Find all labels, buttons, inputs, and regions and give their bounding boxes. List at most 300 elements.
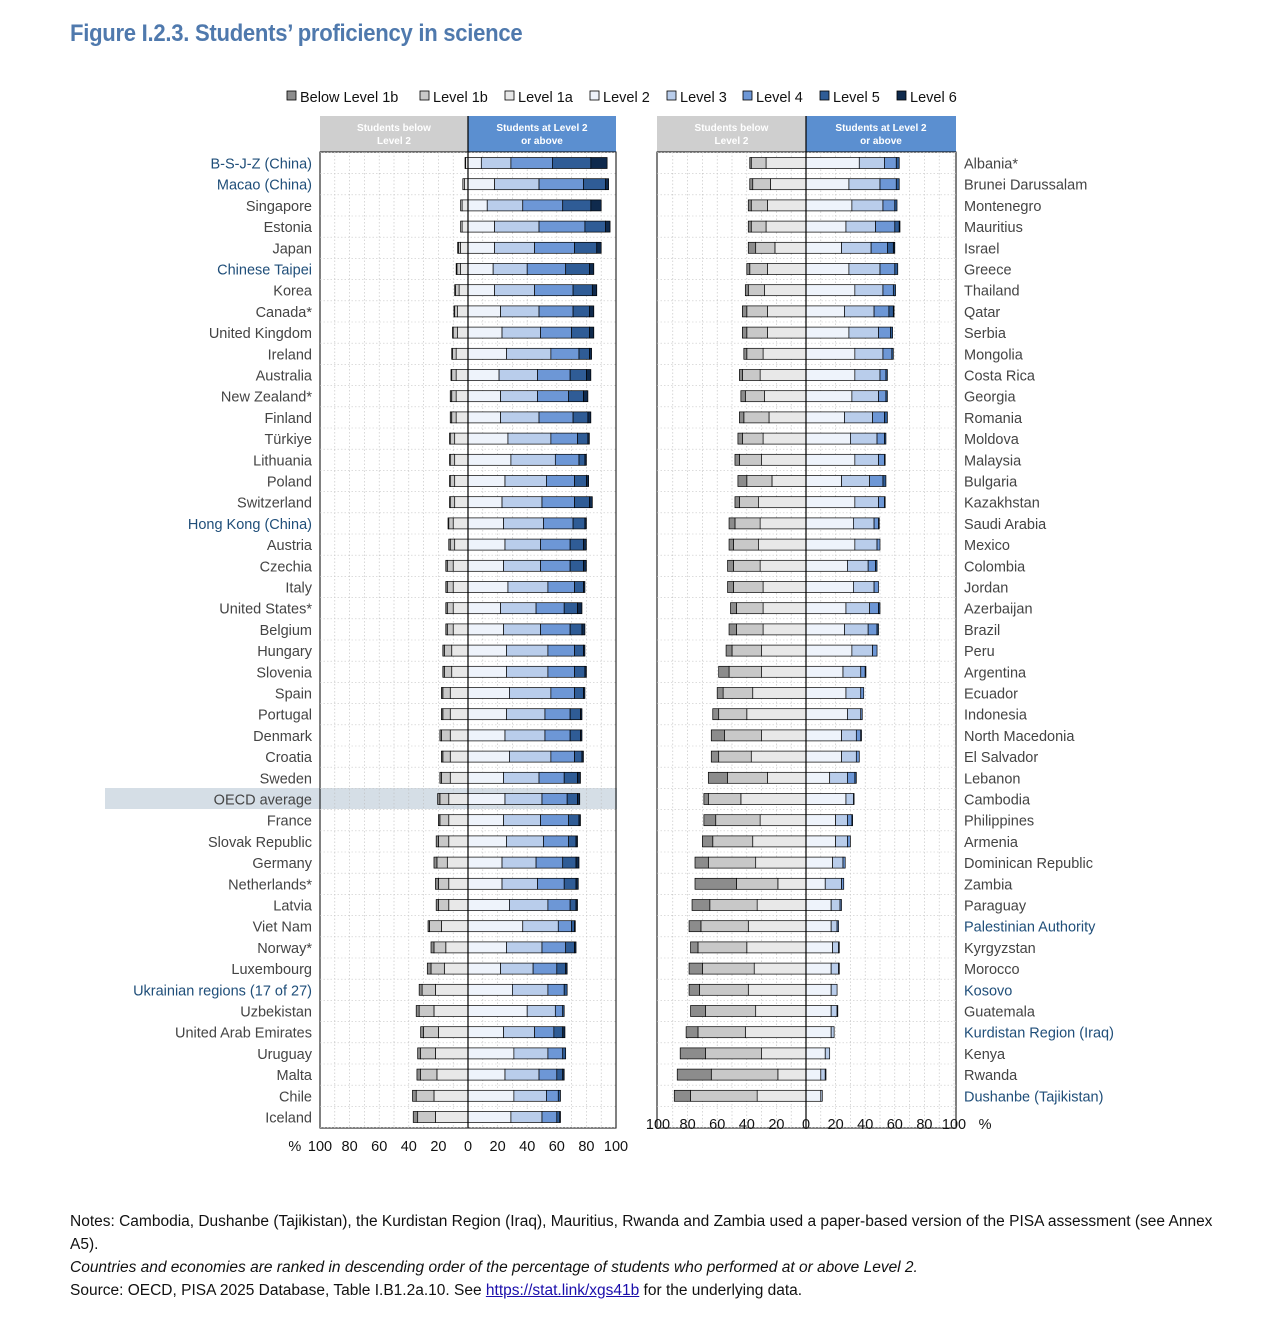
bar-palestinian-authority-level-4: [837, 921, 838, 932]
bar-portugal-level-6: [580, 709, 581, 720]
bar-dominican-republic-level-4: [843, 857, 845, 868]
bar-lithuania-level-6: [585, 454, 586, 465]
bar-kyrgyzstan-level-4: [839, 942, 840, 953]
bar-romania-below-level-1b: [739, 412, 743, 423]
bar-hungary-level-3: [506, 645, 547, 656]
bar-dushanbe-tajikistan-level-1a: [757, 1090, 806, 1101]
bar-mauritius-level-1a: [766, 221, 806, 232]
bar-romania-level-1a: [769, 412, 806, 423]
bar-germany-level-4: [536, 857, 563, 868]
bar-morocco-level-4: [839, 963, 840, 974]
bar-ecuador-level-2: [806, 688, 846, 699]
bar-uzbekistan-level-2: [468, 1006, 527, 1017]
bar-philippines-level-4: [847, 815, 851, 826]
header-below-text-1: Students below: [694, 123, 769, 134]
bar-chile-level-1a: [434, 1090, 468, 1101]
bar-slovak-republic-level-1b: [438, 836, 448, 847]
row-label-saudi-arabia: Saudi Arabia: [964, 516, 1047, 533]
bar-slovenia-level-1b: [444, 666, 451, 677]
bar-slovenia-level-5: [575, 666, 585, 677]
bar-uzbekistan-level-3: [527, 1006, 555, 1017]
bar-czechia-level-6: [583, 560, 586, 571]
row-label-qatar: Qatar: [964, 304, 1001, 321]
bar-lithuania-level-2: [468, 454, 511, 465]
bar-oecd-average-level-1a: [449, 794, 468, 805]
bar-palestinian-authority-level-2: [806, 921, 831, 932]
bar-dushanbe-tajikistan-level-1b: [691, 1090, 758, 1101]
bar-north-macedonia-level-3: [842, 730, 857, 741]
bar-greece-level-5: [895, 264, 898, 275]
bar-united-kingdom-below-level-1b: [452, 327, 453, 338]
bar-philippines-level-2: [806, 815, 836, 826]
bar-mexico-below-level-1b: [729, 539, 733, 550]
bar-ireland-level-6: [589, 348, 591, 359]
bar-croatia-level-3: [509, 751, 550, 762]
bar-austria-level-1b: [450, 539, 454, 550]
bar-italy-level-1a: [453, 582, 468, 593]
axis-tick-label: 60: [371, 1139, 388, 1155]
bar-slovak-republic-level-6: [576, 836, 577, 847]
bar-uzbekistan-level-1b: [419, 1006, 434, 1017]
row-label-korea: Korea: [273, 283, 312, 300]
bar-chinese-taipei-level-1a: [461, 264, 468, 275]
row-label-bulgaria: Bulgaria: [964, 474, 1018, 491]
bar-romania-level-1b: [744, 412, 769, 423]
bar-armenia-level-1b: [713, 836, 753, 847]
bar-korea-level-3: [495, 285, 535, 296]
bar-argentina-level-4: [861, 666, 865, 677]
bar-singapore-level-2: [468, 200, 487, 211]
bar-new-zealand-level-5: [569, 391, 584, 402]
bar-chinese-taipei-below-level-1b: [456, 264, 457, 275]
bar-denmark-level-1a: [450, 730, 468, 741]
bar-moldova-below-level-1b: [738, 433, 742, 444]
bar-peru-level-3: [852, 645, 873, 656]
legend-label-level-6: Level 6: [910, 90, 957, 106]
bar-greece-level-4: [880, 264, 895, 275]
bar-brunei-darussalam-below-level-1b: [750, 179, 753, 190]
bar-austria-level-6: [583, 539, 586, 550]
bar-uruguay-level-1a: [435, 1048, 468, 1059]
bar-uzbekistan-level-1a: [434, 1006, 468, 1017]
row-label-slovenia: Slovenia: [256, 665, 312, 682]
row-label-dominican-republic: Dominican Republic: [964, 856, 1093, 873]
bar-portugal-level-2: [468, 709, 506, 720]
row-label-mongolia: Mongolia: [964, 347, 1023, 364]
bar-mongolia-level-3: [855, 348, 883, 359]
row-label-sweden: Sweden: [259, 771, 312, 788]
legend-label-level-4: Level 4: [756, 90, 803, 106]
bar-israel-level-4: [871, 242, 887, 253]
bar-palestinian-authority-level-1a: [748, 921, 806, 932]
bar-thailand-level-1b: [748, 285, 764, 296]
bar-azerbaijan-level-1a: [763, 603, 806, 614]
bar-uzbekistan-level-5: [563, 1006, 564, 1017]
bar-canada-level-3: [501, 306, 539, 317]
bar-mexico-level-4: [877, 539, 880, 550]
bar-rwanda-level-1a: [778, 1069, 806, 1080]
bar-united-arab-emirates-level-4: [535, 1027, 554, 1038]
bar-chinese-taipei-level-4: [527, 264, 565, 275]
bar-sweden-level-6: [578, 772, 581, 783]
bar-morocco-level-1b: [702, 963, 754, 974]
bar-colombia-level-5: [876, 560, 877, 571]
bar-philippines-level-5: [852, 815, 853, 826]
bar-rwanda-level-2: [806, 1069, 821, 1080]
bar-france-level-1a: [449, 815, 468, 826]
bar-kazakhstan-below-level-1b: [735, 497, 739, 508]
bar-b-s-j-z-china-level-6: [591, 158, 607, 169]
bar-oecd-average-below-level-1b: [438, 794, 440, 805]
bar-italy-below-level-1b: [446, 582, 447, 593]
bar-brunei-darussalam-level-4: [880, 179, 896, 190]
bar-kyrgyzstan-level-2: [806, 942, 833, 953]
bar-mauritius-level-3: [846, 221, 876, 232]
bar-luxembourg-level-1a: [444, 963, 468, 974]
bar-kyrgyzstan-level-1a: [747, 942, 806, 953]
bar-chinese-taipei-level-1b: [457, 264, 461, 275]
bar-serbia-level-3: [849, 327, 879, 338]
row-label-uruguay: Uruguay: [257, 1046, 312, 1063]
bar-guatemala-level-1b: [705, 1006, 755, 1017]
row-label-israel: Israel: [964, 241, 1000, 258]
bar-indonesia-below-level-1b: [713, 709, 719, 720]
bar-montenegro-level-5: [895, 200, 897, 211]
bar-japan-level-6: [597, 242, 601, 253]
bar-malta-level-4: [539, 1069, 557, 1080]
header-above-text-1: Students at Level 2: [835, 123, 927, 134]
bar-chinese-taipei-level-2: [468, 264, 493, 275]
axis-tick-label: 80: [341, 1139, 358, 1155]
bar-united-arab-emirates-level-1a: [438, 1027, 468, 1038]
bar-viet-nam-level-6: [575, 921, 576, 932]
bar-romania-level-3: [844, 412, 872, 423]
bar-singapore-level-4: [523, 200, 563, 211]
row-label-brazil: Brazil: [964, 622, 1001, 639]
bar-ecuador-level-3: [846, 688, 861, 699]
row-label-uzbekistan: Uzbekistan: [240, 1004, 312, 1021]
bar-canada-below-level-1b: [454, 306, 455, 317]
row-label-japan: Japan: [272, 241, 312, 258]
bar-peru-below-level-1b: [726, 645, 732, 656]
row-label-greece: Greece: [964, 262, 1012, 279]
bar-korea-level-1a: [459, 285, 468, 296]
bar-belgium-level-5: [570, 624, 582, 635]
legend-label-level-1a: Level 1a: [518, 90, 573, 106]
bar-finland-below-level-1b: [450, 412, 451, 423]
bar-singapore-level-6: [591, 200, 601, 211]
row-label-ireland: Ireland: [267, 347, 312, 364]
bar-new-zealand-level-1a: [456, 391, 468, 402]
row-label-mexico: Mexico: [964, 538, 1010, 555]
bar-north-macedonia-level-4: [856, 730, 860, 741]
bar-zambia-level-3: [825, 878, 841, 889]
bar-oecd-average-level-5: [567, 794, 577, 805]
bar-australia-level-4: [538, 370, 571, 381]
bar-armenia-below-level-1b: [702, 836, 712, 847]
bar-serbia-level-2: [806, 327, 849, 338]
bar-qatar-level-6: [893, 306, 894, 317]
bar-morocco-level-3: [831, 963, 838, 974]
bar-portugal-level-4: [545, 709, 570, 720]
bar-georgia-below-level-1b: [741, 391, 745, 402]
legend-swatch-level-1b: [420, 91, 429, 100]
bar-slovenia-level-1a: [452, 666, 468, 677]
bar-netherlands-level-5: [564, 878, 576, 889]
bar-sweden-level-5: [564, 772, 577, 783]
axis-tick-label: 20: [489, 1139, 506, 1155]
row-label-dushanbe-tajikistan: Dushanbe (Tajikistan): [964, 1089, 1104, 1106]
bar-poland-level-1a: [455, 476, 468, 487]
bar-sweden-level-1a: [450, 772, 468, 783]
bar-iceland-level-3: [511, 1112, 542, 1123]
bar-paraguay-level-3: [831, 900, 840, 911]
bar-colombia-level-1a: [760, 560, 806, 571]
row-label-argentina: Argentina: [964, 665, 1027, 682]
bar-germany-below-level-1b: [434, 857, 437, 868]
bar-viet-nam-level-4: [558, 921, 571, 932]
axis-tick-label: 80: [578, 1139, 595, 1155]
bar-hungary-level-1b: [444, 645, 451, 656]
bar-norway-level-4: [542, 942, 566, 953]
row-label-serbia: Serbia: [964, 326, 1006, 343]
bar-kenya-below-level-1b: [680, 1048, 705, 1059]
bar-montenegro-below-level-1b: [748, 200, 751, 211]
bar-romania-level-2: [806, 412, 844, 423]
bar-hong-kong-china-level-1a: [453, 518, 468, 529]
bar-kenya-level-1b: [705, 1048, 761, 1059]
bar-macao-china-level-6: [606, 179, 609, 190]
bar-malta-level-2: [468, 1069, 505, 1080]
bar-t-rkiye-level-3: [508, 433, 551, 444]
bar-mauritius-below-level-1b: [748, 221, 751, 232]
bar-costa-rica-level-4: [880, 370, 886, 381]
bar-hong-kong-china-below-level-1b: [448, 518, 449, 529]
bar-sweden-level-1b: [441, 772, 450, 783]
row-label-portugal: Portugal: [257, 707, 312, 724]
bar-t-rkiye-level-1a: [455, 433, 468, 444]
bar-peru-level-2: [806, 645, 852, 656]
bar-norway-level-3: [506, 942, 542, 953]
bar-spain-level-1a: [450, 688, 468, 699]
bar-new-zealand-level-6: [583, 391, 587, 402]
bar-qatar-level-1a: [768, 306, 806, 317]
bar-paraguay-level-4: [840, 900, 841, 911]
row-label-jordan: Jordan: [964, 580, 1009, 597]
bar-qatar-below-level-1b: [742, 306, 746, 317]
axis-tick-label: 80: [916, 1117, 933, 1133]
bar-canada-level-5: [573, 306, 589, 317]
row-label-germany: Germany: [252, 856, 312, 873]
row-label-denmark: Denmark: [253, 728, 312, 745]
bar-hungary-below-level-1b: [443, 645, 444, 656]
row-label-paraguay: Paraguay: [964, 898, 1027, 915]
bar-latvia-below-level-1b: [436, 900, 438, 911]
bar-slovak-republic-level-5: [569, 836, 576, 847]
bar-japan-level-4: [535, 242, 575, 253]
bar-united-kingdom-level-2: [468, 327, 502, 338]
bar-poland-level-6: [586, 476, 588, 487]
bar-france-level-3: [504, 815, 541, 826]
bar-georgia-level-3: [852, 391, 879, 402]
bar-argentina-below-level-1b: [719, 666, 729, 677]
bar-iceland-level-4: [542, 1112, 557, 1123]
bar-ukrainian-regions-17-of-27-level-3: [512, 984, 548, 995]
bar-hungary-level-5: [575, 645, 584, 656]
bar-lithuania-level-5: [579, 454, 585, 465]
bar-malaysia-level-1a: [762, 454, 806, 465]
bar-saudi-arabia-level-4: [874, 518, 878, 529]
bar-kyrgyzstan-below-level-1b: [691, 942, 698, 953]
bar-united-states-level-1b: [447, 603, 453, 614]
row-label-guatemala: Guatemala: [964, 1004, 1035, 1021]
bar-japan-level-5: [575, 242, 597, 253]
bar-mexico-level-3: [855, 539, 877, 550]
bar-france-level-1b: [440, 815, 449, 826]
bar-philippines-level-3: [836, 815, 848, 826]
header-below-text-2: Level 2: [714, 136, 749, 147]
bar-israel-level-1a: [775, 242, 806, 253]
bar-finland-level-2: [468, 412, 501, 423]
bar-mauritius-level-5: [895, 221, 899, 232]
bar-t-rkiye-level-1b: [450, 433, 454, 444]
row-label-armenia: Armenia: [964, 834, 1018, 851]
row-label-ukrainian-regions-17-of-27: Ukrainian regions (17 of 27): [133, 983, 312, 1000]
bar-thailand-level-1a: [765, 285, 806, 296]
bar-belgium-level-2: [468, 624, 504, 635]
row-label-switzerland: Switzerland: [237, 495, 312, 512]
bar-thailand-level-4: [883, 285, 893, 296]
row-label-kosovo: Kosovo: [964, 983, 1013, 1000]
bar-netherlands-level-4: [538, 878, 565, 889]
bar-georgia-level-1b: [745, 391, 764, 402]
bar-slovenia-level-3: [506, 666, 547, 677]
bar-kenya-level-2: [806, 1048, 825, 1059]
bar-france-level-6: [579, 815, 580, 826]
bar-united-states-level-2: [468, 603, 501, 614]
legend-swatch-level-3: [667, 91, 676, 100]
legend-label-level-5: Level 5: [833, 90, 880, 106]
row-label-morocco: Morocco: [964, 962, 1020, 979]
bar-netherlands-level-1a: [449, 878, 468, 889]
row-label-moldova: Moldova: [964, 432, 1019, 449]
bar-portugal-below-level-1b: [441, 709, 442, 720]
bar-albania-level-2: [806, 158, 859, 169]
bar-singapore-level-1b: [461, 200, 462, 211]
bar-armenia-level-2: [806, 836, 836, 847]
bar-armenia-level-3: [836, 836, 848, 847]
row-label-new-zealand: New Zealand*: [220, 389, 312, 406]
bar-albania-level-1a: [766, 158, 806, 169]
bar-ukrainian-regions-17-of-27-level-2: [468, 984, 512, 995]
bar-mauritius-level-6: [899, 221, 900, 232]
row-label-el-salvador: El Salvador: [964, 750, 1039, 767]
bar-belgium-below-level-1b: [446, 624, 447, 635]
bar-costa-rica-below-level-1b: [739, 370, 742, 381]
bar-kazakhstan-level-3: [855, 497, 879, 508]
bar-singapore-level-1a: [462, 200, 468, 211]
bar-mauritius-level-1b: [751, 221, 766, 232]
bar-thailand-level-2: [806, 285, 855, 296]
bar-korea-level-6: [592, 285, 596, 296]
bar-kyrgyzstan-level-3: [833, 942, 839, 953]
legend-swatch-below-level-1b: [287, 91, 296, 100]
bar-denmark-level-1b: [441, 730, 450, 741]
row-label-kazakhstan: Kazakhstan: [964, 495, 1040, 512]
bar-spain-level-4: [551, 688, 575, 699]
bar-kosovo-level-1a: [748, 984, 806, 995]
bar-portugal-level-1b: [443, 709, 450, 720]
bar-hong-kong-china-level-2: [468, 518, 504, 529]
axis-tick-label: %: [978, 1117, 992, 1133]
bar-ireland-below-level-1b: [452, 348, 453, 359]
axis-tick-label: 60: [709, 1117, 726, 1133]
bar-zambia-level-4: [842, 878, 844, 889]
bar-thailand-level-5: [893, 285, 895, 296]
bar-north-macedonia-below-level-1b: [711, 730, 724, 741]
bar-malaysia-level-5: [884, 454, 885, 465]
bar-montenegro-level-4: [883, 200, 895, 211]
bar-iceland-below-level-1b: [413, 1112, 417, 1123]
bar-hungary-level-1a: [452, 645, 468, 656]
bar-oecd-average-level-4: [542, 794, 567, 805]
bar-poland-level-2: [468, 476, 505, 487]
bar-hong-kong-china-level-3: [504, 518, 544, 529]
bar-slovenia-level-4: [548, 666, 575, 677]
bar-ukrainian-regions-17-of-27-level-1b: [422, 984, 435, 995]
bar-argentina-level-1a: [762, 666, 806, 677]
source-link[interactable]: https://stat.link/xgs41b: [485, 1282, 640, 1299]
bar-czechia-level-3: [504, 560, 541, 571]
bar-italy-level-4: [548, 582, 575, 593]
row-label-poland: Poland: [266, 474, 312, 491]
bar-costa-rica-level-3: [855, 370, 880, 381]
bar-lebanon-level-5: [855, 772, 856, 783]
bar-uruguay-level-1b: [421, 1048, 436, 1059]
bar-latvia-level-4: [548, 900, 570, 911]
bar-guatemala-level-1a: [756, 1006, 806, 1017]
legend-label-level-2: Level 2: [603, 90, 650, 106]
bar-mongolia-level-4: [883, 348, 892, 359]
bar-t-rkiye-level-6: [588, 433, 589, 444]
bar-switzerland-level-5: [575, 497, 590, 508]
bar-albania-level-1b: [751, 158, 766, 169]
row-label-mauritius: Mauritius: [964, 220, 1023, 237]
row-label-iceland: Iceland: [265, 1110, 312, 1127]
bar-indonesia-level-2: [806, 709, 847, 720]
notes-source: [70, 1279, 1220, 1302]
bar-malta-level-1a: [437, 1069, 468, 1080]
bar-qatar-level-2: [806, 306, 844, 317]
bar-kazakhstan-level-1b: [739, 497, 758, 508]
bar-croatia-level-5: [575, 751, 582, 762]
bar-lithuania-level-1b: [450, 454, 454, 465]
bar-indonesia-level-4: [861, 709, 862, 720]
bar-armenia-level-4: [847, 836, 850, 847]
bar-guatemala-level-4: [837, 1006, 838, 1017]
bar-ireland-level-1a: [456, 348, 468, 359]
bar-greece-level-1a: [768, 264, 806, 275]
row-label-austria: Austria: [266, 538, 312, 555]
bar-azerbaijan-level-2: [806, 603, 846, 614]
bar-kurdistan-region-iraq-below-level-1b: [686, 1027, 698, 1038]
bar-greece-level-3: [849, 264, 880, 275]
bar-paraguay-level-1b: [710, 900, 757, 911]
bar-germany-level-2: [468, 857, 502, 868]
bar-dominican-republic-level-1a: [756, 857, 806, 868]
bar-denmark-level-6: [580, 730, 581, 741]
bar-ukrainian-regions-17-of-27-level-5: [564, 984, 567, 995]
